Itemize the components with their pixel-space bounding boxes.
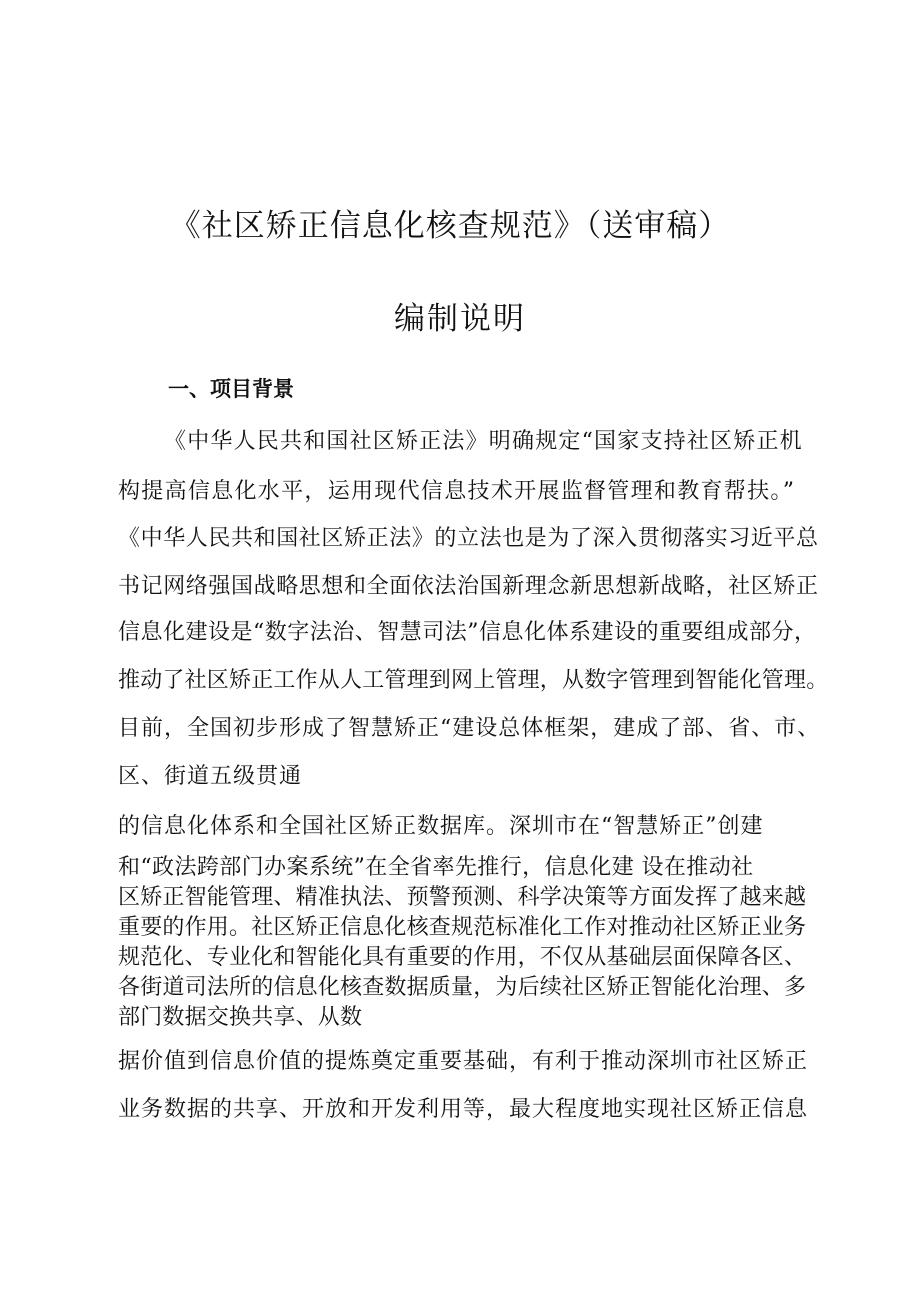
body-line-10: 和“政法跨部门办案系统”在全省率先推行，信息化建 设在推动社 xyxy=(118,855,754,880)
body-line-11: 区矫正智能管理、精准执法、预警预测、科学决策等方面发挥了越来越 xyxy=(118,885,807,910)
body-line-15: 部门数据交换共享、从数 xyxy=(118,1005,363,1030)
body-line-2: 构提高信息化水平，运用现代信息技术开展监督管理和教育帮扶。” xyxy=(118,479,796,504)
body-line-17: 业务数据的共享、开放和开发利用等，最大程度地实现社区矫正信息 xyxy=(118,1097,809,1122)
body-line-1: 《中华人民共和国社区矫正法》明确规定“国家支持社区矫正机 xyxy=(164,429,803,454)
body-line-9: 的信息化体系和全国社区矫正数据库。深圳市在“智慧矫正”创建 xyxy=(118,814,764,839)
body-line-4: 书记网络强国战略思想和全面依法治国新理念新思想新战略，社区矫正 xyxy=(118,574,819,599)
document-subtitle: 编制说明 xyxy=(394,301,526,337)
body-line-6: 推动了社区矫正工作从人工管理到网上管理，从数字管理到智能化管理。 xyxy=(118,668,829,693)
body-line-16: 据价值到信息价值的提炼奠定重要基础，有利于推动深圳市社区矫正 xyxy=(118,1049,809,1074)
body-line-7: 目前，全国初步形成了智慧矫正“建设总体框架，建成了部、省、市、 xyxy=(118,716,821,741)
body-line-14: 各街道司法所的信息化核查数据质量，为后续社区矫正智能化治理、多 xyxy=(118,975,807,1000)
body-line-5: 信息化建设是“数字法治、智慧司法”信息化体系建设的重要组成部分， xyxy=(118,620,817,645)
document-title: 《社区矫正信息化核查规范》（送审稿） xyxy=(169,208,731,244)
body-line-13: 规范化、专业化和智能化具有重要的作用，不仅从基础层面保障各区、 xyxy=(118,945,807,970)
body-line-12: 重要的作用。社区矫正信息化核查规范标准化工作对推动社区矫正业务 xyxy=(118,915,807,940)
body-line-3: 《中华人民共和国社区矫正法》的立法也是为了深入贯彻落实习近平总 xyxy=(118,526,819,551)
section-heading: 一、项目背景 xyxy=(168,377,294,401)
body-line-8: 区、街道五级贯通 xyxy=(118,764,303,789)
